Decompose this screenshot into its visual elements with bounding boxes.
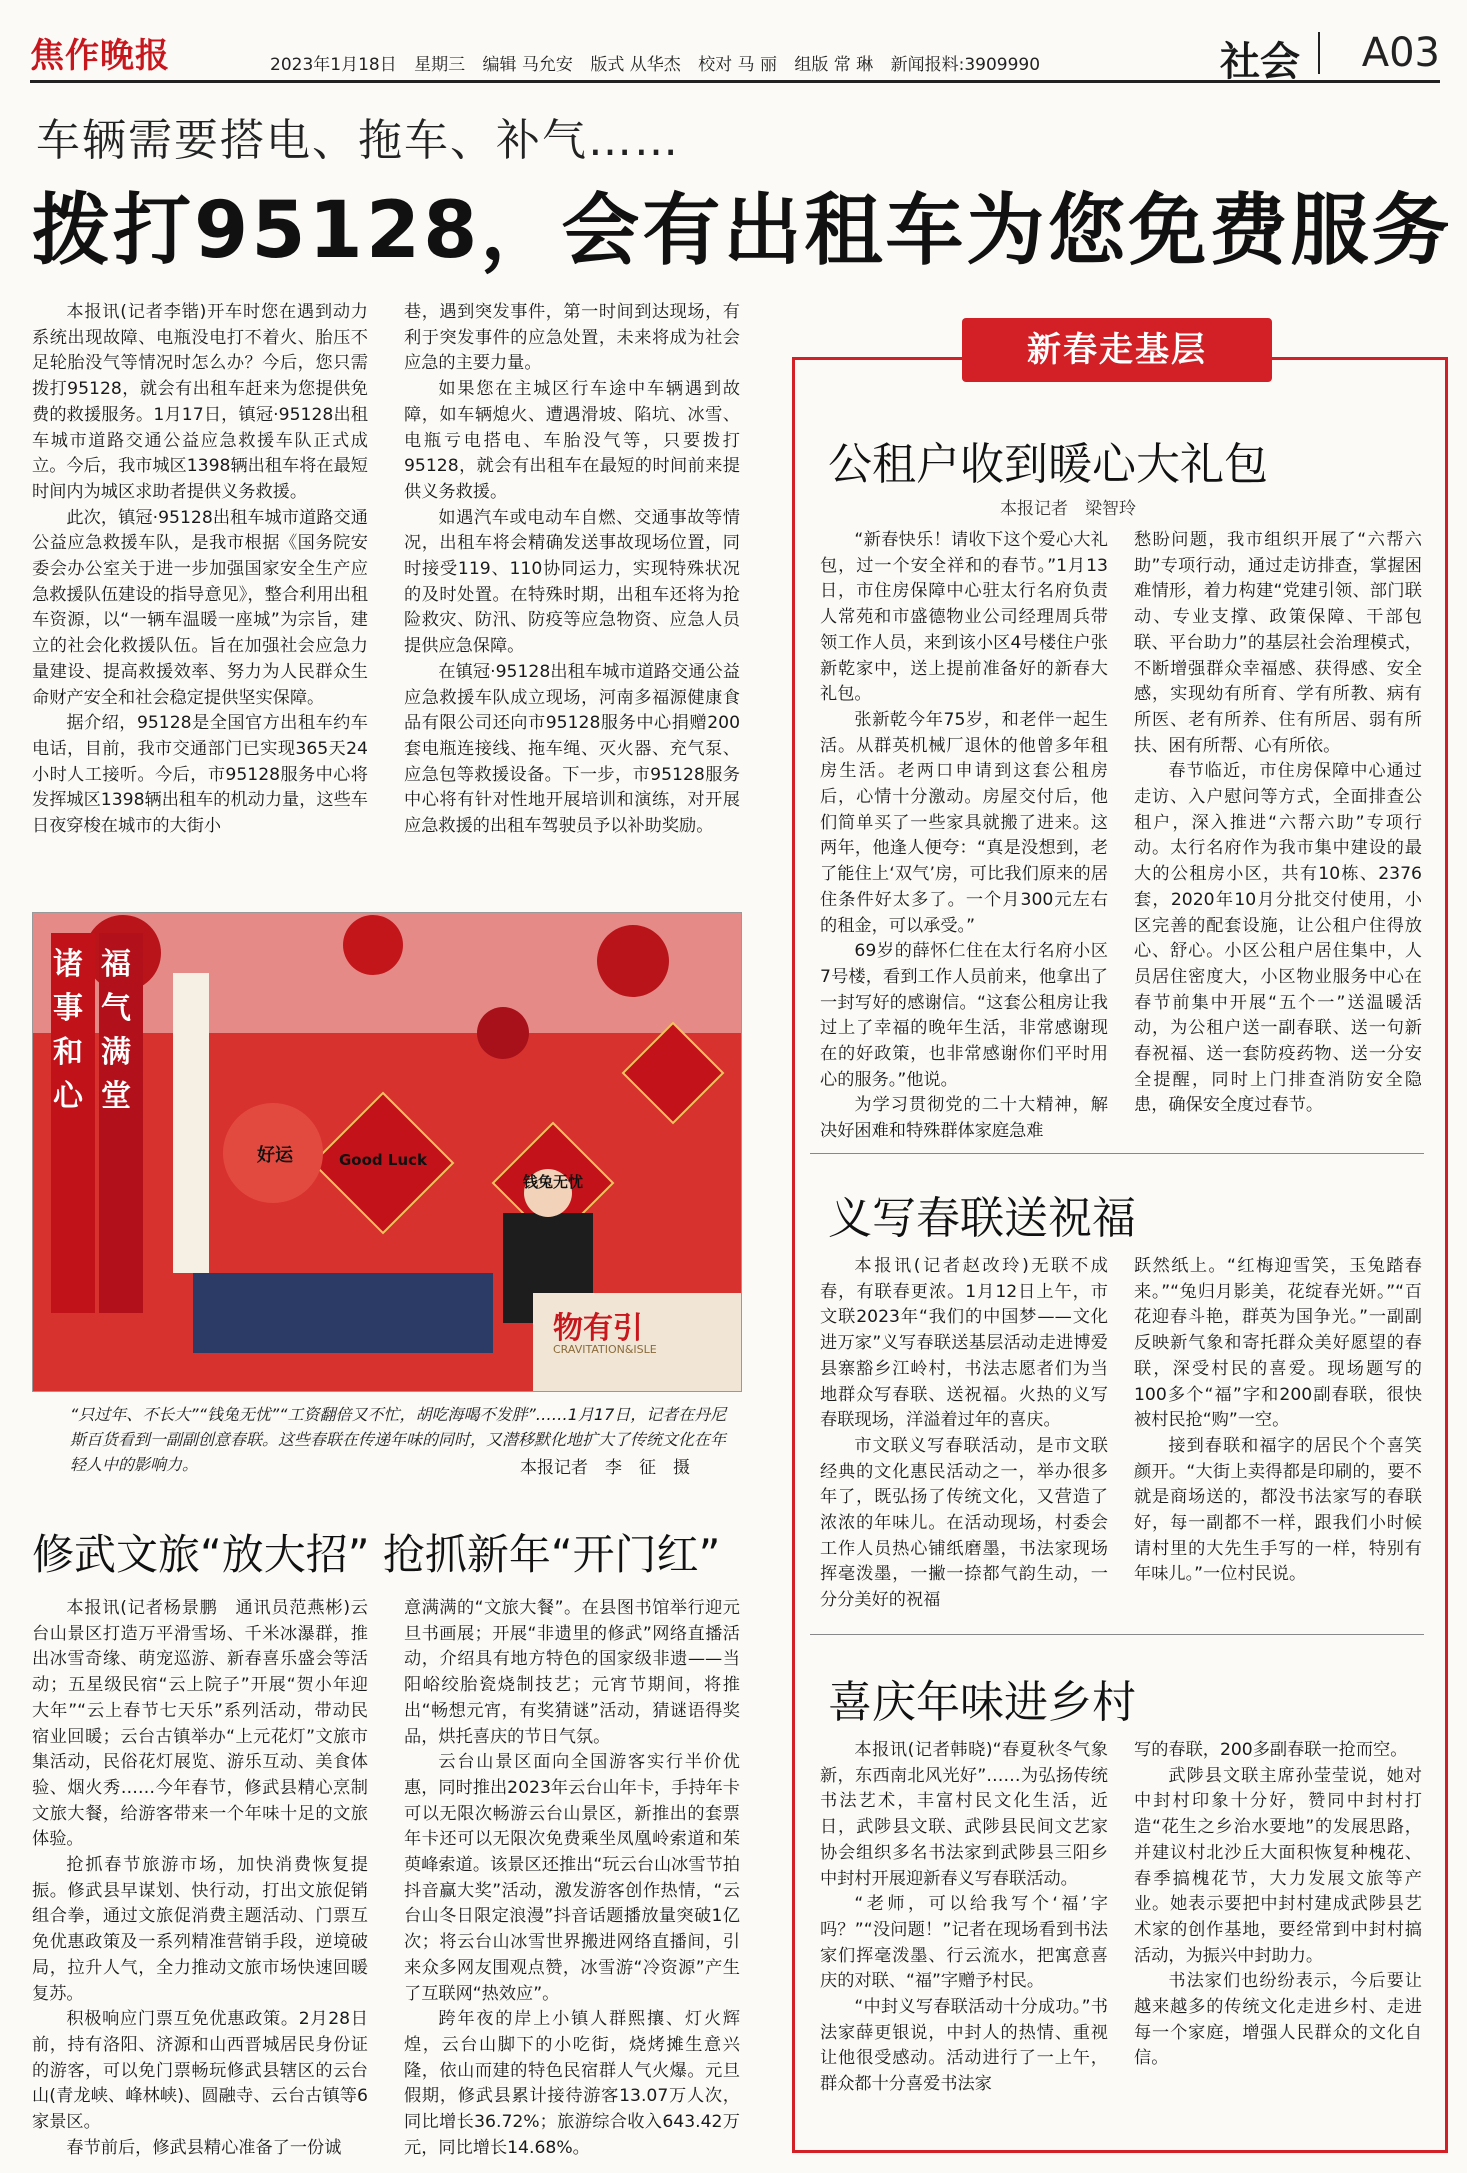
paragraph: 春节前后，修武县精心准备了一份诚 [66, 2137, 342, 2158]
a1-column-2 [1134, 528, 1422, 1119]
paragraph: 据介绍，95128是全国官方出租车约车电话，目前，我市交通部门已实现365天24小时人工接听。今后，市95128服务中心将发挥城区1398辆出租车的机动力量，这些车日夜穿梭在城市的大街小 [32, 713, 368, 837]
a3-column-1 [820, 1738, 1108, 2098]
shop-sign: 物有引 [553, 1311, 643, 1346]
paragraph: 如遇汽车或电动车自燃、交通事故等情况，出租车将会精确发送事故现场位置，同时接受119、110协同运力，实现特殊状况的及时处置。在特殊时期，出租车还将为抢险救灾、防汛、防疫等应急物资、应急人员提供应急保障。 [404, 507, 740, 657]
paragraph: 云台山景区面向全国游客实行半价优惠，同时推出2023年云台山年卡，手持年卡可以无限次畅游云台山景区，新推出的套票年卡还可以无限次免费乘坐凤凰岭索道和茱萸峰索道。该景区还推出“玩云台山冰雪节拍抖音赢大奖”活动，激发游客创作热情，“云台山冬日限定浪漫”抖音话题播放量突破1亿次；将云台山冰雪世界搬进网络直播间，引来众多网友围观点赞，冰雪游“冷资源”产生了互联网“热效应”。 [404, 1752, 740, 2004]
paragraph: 本报讯(记者韩晓)“春夏秋冬气象新，东西南北风光好”……为弘扬传统书法艺术，丰富村民文化生活，近日，武陟县文联、武陟县民间文艺家协会组织多名书法家到武陟县三阳乡中封村开展迎新春义写春联活动。 [820, 1740, 1108, 1889]
paragraph: 跃然纸上。“红梅迎雪笑，玉兔踏春来。”“兔归月影美，花绽春光妍。”“百花迎春斗艳，群英为国争光。”一副副反映新气象和寄托群众美好愿望的春联，深受村民的喜爱。现场题写的100多个“福”字和200副春联，很快被村民抢“购”一空。 [1134, 1256, 1422, 1431]
paragraph: 市文联义写春联活动，是市文联经典的文化惠民活动之一，举办很多年了，既弘扬了传统文化，又营造了浓浓的年味儿。在活动现场，村委会工作人员热心铺纸磨墨，书法家现场挥毫泼墨，一撇一捺都气韵生动，一分分美好的祝福 [820, 1435, 1108, 1611]
fu-sign-1: 好运 [257, 1145, 293, 1166]
shop-sign-sub: CRAVITATION&ISLE [553, 1343, 657, 1356]
composer-credit: 组版 常 琳 [794, 55, 874, 75]
xiuwu-column-2 [404, 1596, 740, 2161]
paragraph: 在镇冠·95128出租车城市道路交通公益应急救援车队成立现场，河南多福源健康食品有限公司还向市95128服务中心捐赠200套电瓶连接线、拖车绳、灭火器、充气泵、应急包等救援设备。下一步，市95128服务中心将有针对性地开展培训和演练，对开展应急救援的出租车驾驶员予以补助奖励。 [404, 661, 740, 837]
box-divider [810, 1634, 1424, 1635]
paragraph: 积极响应门票互免优惠政策。2月28日前，持有洛阳、济源和山西晋城居民身份证的游客，可以免门票畅玩修武县辖区的云台山(青龙峡、峰林峡)、圆融寺、云台古镇等6家景区。 [32, 2009, 368, 2133]
couplet-left: 诸事和心 [53, 947, 83, 1114]
header-meta [270, 50, 1052, 75]
a3-headline: 喜庆年味进乡村 [828, 1677, 1136, 1728]
xiuwu-column-1 [32, 1596, 368, 2161]
paragraph: 本报讯(记者杨景鹏 通讯员范燕彬)云台山景区打造万平滑雪场、千米冰瀑群，推出冰雪奇缘、萌宠巡游、新春喜乐盛会等活动；五星级民宿“云上院子”开展“贺小年迎大年”“云上春节七天乐”系列活动，带动民宿业回暖；云台古镇举办“上元花灯”文旅市集活动，民俗花灯展览、游乐互动、美食体验、烟火秀……今年春节，修武县精心烹制文旅大餐，给游客带来一个年味十足的文旅体验。 [32, 1598, 368, 1850]
paragraph: 意满满的“文旅大餐”。在县图书馆举行迎元旦书画展；开展“非遗里的修武”网络直播活动，介绍具有地方特色的国家级非遗——当阳峪绞胎瓷烧制技艺；元宵节期间，将推出“畅想元宵，有奖猜谜”活动，猜谜语得奖品，烘托喜庆的节日气氛。 [404, 1598, 740, 1747]
a3-column-2 [1134, 1738, 1422, 2072]
paragraph: 跨年夜的岸上小镇人群熙攘、灯火辉煌，云台山脚下的小吃街，烧烤摊生意兴隆，依山而建的特色民宿群人气火爆。元旦假期，修武县累计接待游客13.07万人次，同比增长36.72%；旅游综合收入643.42万元，同比增长14.68%。 [404, 2009, 740, 2158]
lead-kicker: 车辆需要搭电、拖车、补气…… [36, 115, 680, 166]
page-header [30, 22, 1440, 83]
lead-column-1 [32, 300, 368, 840]
header-divider [1318, 32, 1320, 74]
paragraph: 本报讯(记者赵改玲)无联不成春，有联春更浓。1月12日上午，市文联2023年“我们的中国梦——文化进万家”义写春联送基层活动走进博爱县寨豁乡江岭村，书法志愿者们为当地群众写春联、送祝福。火热的义写春联现场，洋溢着过年的喜庆。 [820, 1256, 1108, 1431]
paragraph: 写的春联，200多副春联一抢而空。 [1134, 1740, 1408, 1760]
layout-credit: 版式 从华杰 [590, 55, 681, 75]
paragraph: 张新乾今年75岁，和老伴一起生活。从群英机械厂退休的他曾多年租房生活。老两口申请到这套公租房后，心情十分激动。房屋交付后，他们简单买了一些家具就搬了进来。这两年，他逢人便夸：“真是没想到，老了能住上‘双气’房，可比我们原来的居住条件好太多了。一个月300元左右的租金，可以承受。” [820, 709, 1108, 936]
news-hotline: 新闻报料:3909990 [890, 55, 1041, 75]
paragraph: 为学习贯彻党的二十大精神，解决好困难和特殊群体家庭急难 [820, 1095, 1108, 1142]
issue-date: 2023年1月18日 [270, 55, 397, 75]
paragraph: 愁盼问题，我市组织开展了“六帮六助”专项行动，通过走访排查，掌握困难情形，着力构建“党建引领、部门联动、专业支撑、政策保障、干部包联、平台助力”的基层社会治理模式，不断增强群众幸福感、获得感、安全感，实现幼有所育、学有所教、病有所医、老有所养、住有所居、弱有所扶、困有所帮、心有所依。 [1134, 530, 1422, 756]
lead-headline: 拨打95128，会有出租车为您免费服务 [32, 186, 1453, 276]
xiuwu-headline: 修武文旅“放大招” 抢抓新年“开门红” [32, 1530, 721, 1579]
proofread-credit: 校对 马 丽 [698, 55, 777, 75]
editor-credit: 编辑 马允安 [482, 55, 573, 75]
a1-byline: 本报记者 梁智玲 [1000, 499, 1136, 519]
paragraph: 书法家们也纷纷表示，今后要让越来越多的传统文化走进乡村、走进每一个家庭，增强人民群众的文化自信。 [1134, 1971, 1422, 2069]
paragraph: 本报讯(记者李锴)开车时您在遇到动力系统出现故障、电瓶没电打不着火、胎压不足轮胎没气等情况时怎么办？今后，您只需拨打95128，就会有出租车赶来为您提供免费的救援服务。1月17日，镇冠·95128出租车城市道路交通公益应急救援车队正式成立。今后，我市城区1398辆出租车将在最短时间内为城区求助者提供义务救援。 [32, 302, 368, 502]
section-name: 社会 [1220, 39, 1300, 85]
paragraph: “新春快乐！请收下这个爱心大礼包，过一个安全祥和的春节。”1月13日，市住房保障中心驻太行名府负责人常苑和市盛德物业公司经理周兵带领工作人员，来到该小区4号楼住户张新乾家中，送上提前准备好的新春大礼包。 [820, 530, 1108, 705]
paragraph: 抢抓春节旅游市场，加快消费恢复提振。修武县早谋划、快行动，打出文旅促销组合拳，通过文旅促消费主题活动、门票互免优惠政策及一系列精准营销手段，逆境破局，拉升人气，全力推动文旅市场快速回暖复苏。 [32, 1855, 368, 2004]
paragraph: 巷，遇到突发事件，第一时间到达现场，有利于突发事件的应急处置，未来将成为社会应急的主要力量。 [404, 302, 740, 374]
a2-column-2 [1134, 1254, 1422, 1588]
couplet-right: 福气满堂 [101, 947, 131, 1114]
fu-sign-3: 钱兔无忧 [522, 1173, 583, 1191]
newspaper-logo: 焦作晚报 [30, 36, 170, 76]
fu-sign-2: Good Luck [339, 1151, 427, 1169]
lead-column-2 [404, 300, 740, 840]
a2-headline: 义写春联送祝福 [828, 1193, 1136, 1244]
a1-column-1 [820, 528, 1108, 1145]
paragraph: 此次，镇冠·95128出租车城市道路交通公益应急救援车队，是我市根据《国务院安委会办公室关于进一步加强国家安全生产应急救援队伍建设的指导意见》，整合利用出租车资源，以“一辆车温暖一座城”为宗旨，建立的社会化救援队伍。旨在加强社会应急力量建设、提高救援效率、努力为人民群众生命财产安全和社会稳定提供坚实保障。 [32, 507, 368, 708]
paragraph: “老师，可以给我写个‘福’字吗？”“没问题！”记者在现场看到书法家们挥毫泼墨、行云流水，把寓意喜庆的对联、“福”字赠予村民。 [820, 1894, 1108, 1992]
paragraph: 接到春联和福字的居民个个喜笑颜开。“大街上卖得都是印刷的，要不就是商场送的，都没书法家写的春联好，每一副都不一样，跟我们小时候请村里的大先生手写的一样，特别有年味儿。”一位村民说。 [1134, 1435, 1422, 1585]
paragraph: 武陟县文联主席孙莹莹说，她对中封村印象十分好，赞同中封村打造“花生之乡治水要地”的发展思路，并建议村北沙丘大面积恢复种槐花、春季搞槐花节，大力发展文旅等产业。她表示要把中封村建成武陟县艺术家的创作基地，要经常到中封村搞活动，为振兴中封助力。 [1134, 1765, 1422, 1966]
paragraph: 春节临近，市住房保障中心通过走访、入户慰问等方式，全面排查公租户，深入推进“六帮六助”专项行动。太行名府作为我市集中建设的最大的公租房小区，共有10栋、2376套，2020年10月分批交付使用，小区完善的配套设施，让公租户住得放心、舒心。小区公租户居住集中，人员居住密度大，小区物业服务中心在春节前集中开展“五个一”送温暖活动，为公租户送一副春联、送一句新春祝福、送一套防疫药物、送一分安全提醒，同时上门排查消防安全隐患，确保安全度过春节。 [1134, 761, 1422, 1116]
spring-feature-banner: 新春走基层 [962, 318, 1272, 382]
box-divider [810, 1153, 1424, 1154]
paragraph: “中封义写春联活动十分成功。”书法家薛更银说，中封人的热情、重视让他很受感动。活动进行了一上午，群众都十分喜爱书法家 [820, 1997, 1108, 2095]
paragraph: 如果您在主城区行车途中车辆遇到故障，如车辆熄火、遭遇滑坡、陷坑、冰雪、电瓶亏电搭电、车胎没气等，只要拨打95128，就会有出租车在最短的时间前来提供义务救援。 [404, 379, 740, 502]
issue-weekday: 星期三 [414, 55, 466, 75]
couplets-photo [32, 912, 742, 1392]
a2-column-1 [820, 1254, 1108, 1614]
photo-caption: “只过年、不长大”“钱兔无忧”“工资翻倍又不忙，胡吃海喝不发胖”……1月17日，记者在丹尼斯百货看到一副副创意春联。这些春联在传递年味的同时，又潜移默化地扩大了传统文化在年轻人中的影响力。 [70, 1405, 727, 1474]
a1-headline: 公租户收到暖心大礼包 [828, 439, 1268, 490]
paragraph: 69岁的薛怀仁住在太行名府小区7号楼，看到工作人员前来，他拿出了一封写好的感谢信。“这套公租房让我过上了幸福的晚年生活，非常感谢现在的好政策，也非常感谢你们平时用心的服务。”他说。 [820, 941, 1108, 1090]
photo-credit: 本报记者 李 征 摄 [520, 1458, 690, 1478]
page-number: A03 [1361, 30, 1440, 76]
